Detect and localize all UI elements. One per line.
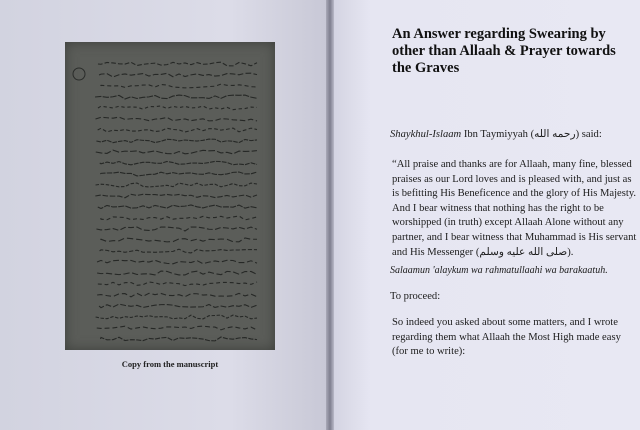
author-line xyxy=(390,128,640,143)
script-line xyxy=(98,205,257,208)
script-line xyxy=(98,282,257,286)
body-paragraph: So indeed you asked about some matters, and I wrote regarding them what Allaah the Most High made easy (for me to write): xyxy=(392,317,621,358)
script-line xyxy=(98,62,257,66)
script-line xyxy=(96,227,257,231)
script-line xyxy=(98,106,257,110)
script-line xyxy=(95,194,257,197)
script-line xyxy=(96,150,257,154)
script-line xyxy=(101,238,257,242)
script-line xyxy=(100,172,257,176)
manuscript-image xyxy=(65,42,275,350)
script-line xyxy=(101,216,257,220)
script-line xyxy=(97,293,257,297)
chapter-title: An Answer regarding Swearing by other than Allaah & Prayer towards the Graves xyxy=(392,26,616,76)
script-line xyxy=(95,117,257,121)
author-title: Shaykhul-Islaam xyxy=(390,129,462,140)
script-line xyxy=(96,139,257,143)
script-line xyxy=(98,128,257,132)
script-line xyxy=(101,84,257,88)
script-line xyxy=(97,260,257,264)
manuscript-caption: Copy from the manuscript xyxy=(121,359,219,369)
to-proceed: To proceed: xyxy=(390,291,441,302)
script-line xyxy=(97,271,257,275)
script-line xyxy=(96,315,257,319)
script-line xyxy=(96,183,257,187)
book-spine xyxy=(326,0,334,430)
script-line xyxy=(97,326,257,330)
opening-quote: “All praise and thanks are for Allaah, many fine, blessed praises as our Lord loves and is pleased with, and just as is befitting His Beneficence and the glory of His Majesty. And I bear witness that nothing has the right to be worshipped (in truth) except Allaah Alone without any partner, and I bear witness that Muhammad is His servant and His Messenger (صلى الله عليه وسلم). xyxy=(392,159,637,258)
author-rest: Ibn Taymiyyah (رحمه الله) said: xyxy=(461,129,602,140)
manuscript-script-lines xyxy=(65,42,275,350)
script-line xyxy=(99,304,257,308)
script-line xyxy=(95,95,257,99)
salutation: Salaamun 'alaykum wa rahmatullaahi wa barakaatuh. xyxy=(390,265,608,276)
script-line xyxy=(100,337,257,341)
script-line xyxy=(100,161,257,164)
script-line xyxy=(100,249,257,253)
script-line xyxy=(99,73,257,77)
margin-circle-mark xyxy=(73,68,85,80)
